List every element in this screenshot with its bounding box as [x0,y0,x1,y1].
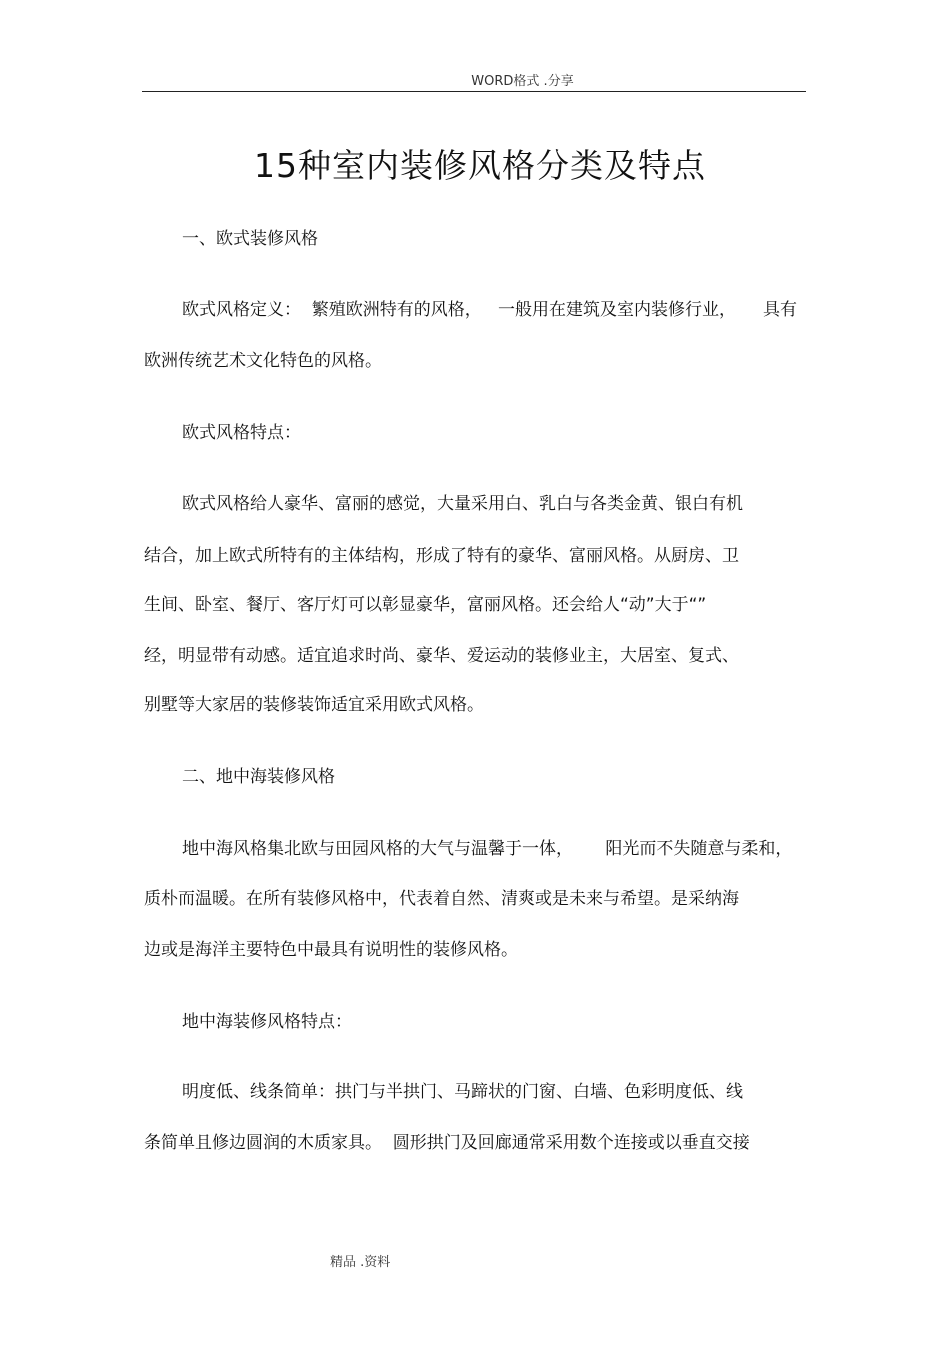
header-text: WORD格式 .分享 [471,74,574,89]
section-heading-european: 一、欧式装修风格 [182,229,318,249]
paragraph-line: 别墅等大家居的装修装饰适宜采用欧式风格。 [144,695,484,715]
section-heading-mediterranean: 二、地中海装修风格 [182,767,335,787]
paragraph-line: 生间、卧室、餐厅、客厅灯可以彰显豪华，富丽风格。还会给人“动”大于“” [144,595,707,615]
subheading-european-features: 欧式风格特点： [182,423,301,443]
paragraph-line: 欧洲传统艺术文化特色的风格。 [144,351,382,371]
paragraph-line: 地中海风格集北欧与田园风格的大气与温馨于一体， 阳光而不失随意与柔和， [182,839,793,859]
paragraph-line: 结合，加上欧式所特有的主体结构，形成了特有的豪华、富丽风格。从厨房、卫 [144,546,739,566]
paragraph-line: 经，明显带有动感。适宜追求时尚、豪华、爱运动的装修业主，大居室、复式、 [144,646,739,666]
paragraph-line: 欧式风格定义： 繁殖欧洲特有的风格， 一般用在建筑及室内装修行业， 具有 [182,300,798,320]
paragraph-line: 边或是海洋主要特色中最具有说明性的装修风格。 [144,940,518,960]
header-divider [142,91,806,92]
paragraph-line: 条简单且修边圆润的木质家具。 圆形拱门及回廊通常采用数个连接或以垂直交接 [144,1133,750,1153]
paragraph-line: 欧式风格给人豪华、富丽的感觉，大量采用白、乳白与各类金黄、银白有机 [182,494,743,514]
page-footer: 精品 .资料 [330,1255,391,1270]
paragraph-line: 质朴而温暖。在所有装修风格中，代表着自然、清爽或是未来与希望。是采纳海 [144,889,739,909]
document-title: 15种室内装修风格分类及特点 [254,146,706,185]
subheading-mediterranean-features: 地中海装修风格特点： [182,1012,352,1032]
paragraph-line: 明度低、线条简单：拱门与半拱门、马蹄状的门窗、白墙、色彩明度低、线 [182,1082,743,1102]
